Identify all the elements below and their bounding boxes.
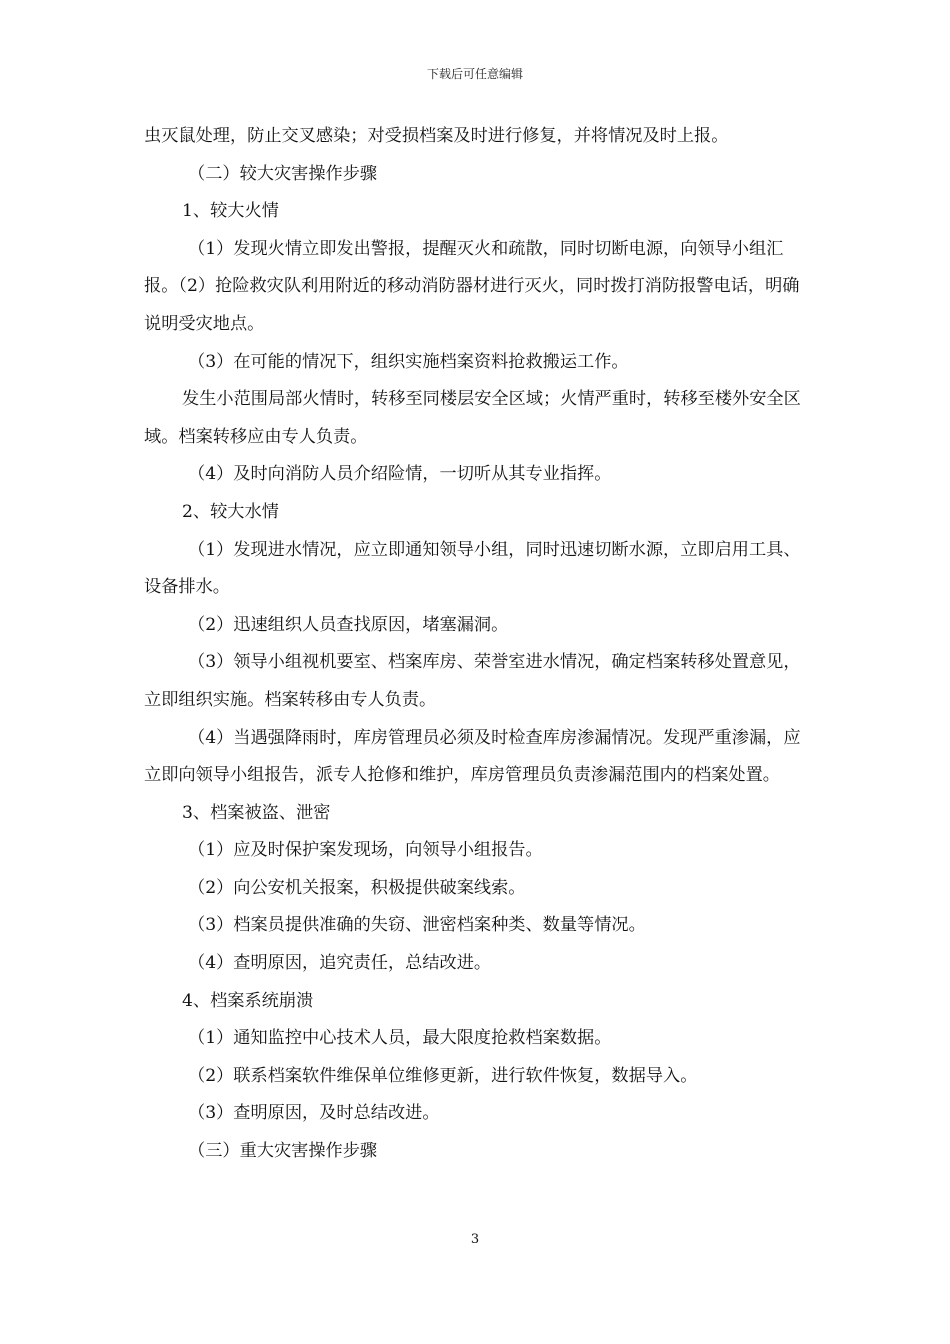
paragraph: （3）查明原因，及时总结改进。 <box>188 1103 440 1124</box>
section-heading: （二）较大灾害操作步骤 <box>188 163 378 184</box>
paragraph: （2）联系档案软件维保单位维修更新，进行软件恢复，数据导入。 <box>188 1065 698 1086</box>
paragraph: （3）在可能的情况下，组织实施档案资料抢救搬运工作。 <box>188 351 629 372</box>
paragraph: （4）查明原因，追究责任，总结改进。 <box>188 953 492 974</box>
subsection-heading: 2、较大水情 <box>182 501 279 522</box>
paragraph: （1）通知监控中心技术人员，最大限度抢救档案数据。 <box>188 1028 612 1049</box>
paragraph: （1）发现进水情况，应立即通知领导小组，同时迅速切断水源，立即启用工具、设备排水。 <box>144 539 801 598</box>
paragraph: 虫灭鼠处理，防止交叉感染；对受损档案及时进行修复，并将情况及时上报。 <box>144 126 729 146</box>
section-heading: （三）重大灾害操作步骤 <box>188 1141 378 1162</box>
subsection-heading: 3、档案被盗、泄密 <box>182 802 331 823</box>
paragraph: （3）档案员提供准确的失窃、泄密档案种类、数量等情况。 <box>188 915 646 936</box>
subsection-heading: 1、较大火情 <box>182 201 279 222</box>
paragraph: 发生小范围局部火情时，转移至同楼层安全区域；火情严重时，转移至楼外安全区域。档案转移应由专人负责。 <box>144 389 801 447</box>
paragraph: （2）迅速组织人员查找原因，堵塞漏洞。 <box>188 614 509 635</box>
page-header: 下载后可任意编辑 <box>426 67 523 81</box>
subsection-heading: 4、档案系统崩溃 <box>182 990 314 1011</box>
paragraph: （3）领导小组视机要室、档案库房、荣誉室进水情况，确定档案转移处置意见，立即组织实施。档案转移由专人负责。 <box>144 652 801 710</box>
paragraph: （1）应及时保护案发现场，向领导小组报告。 <box>188 840 543 861</box>
document-body <box>144 118 808 1171</box>
paragraph: （1）发现火情立即发出警报，提醒灭火和疏散，同时切断电源，向领导小组汇报。（2）抢险救灾队利用附近的移动消防器材进行灭火，同时拨打消防报警电话，明确说明受灾地点。 <box>144 238 800 334</box>
paragraph: （2）向公安机关报案，积极提供破案线索。 <box>188 877 526 898</box>
page-number: 3 <box>470 1232 480 1247</box>
paragraph: （4）及时向消防人员介绍险情，一切听从其专业指挥。 <box>188 464 612 485</box>
paragraph: （4）当遇强降雨时，库房管理员必须及时检查库房渗漏情况。发现严重渗漏，应立即向领导小组报告，派专人抢修和维护，库房管理员负责渗漏范围内的档案处置。 <box>144 727 801 786</box>
